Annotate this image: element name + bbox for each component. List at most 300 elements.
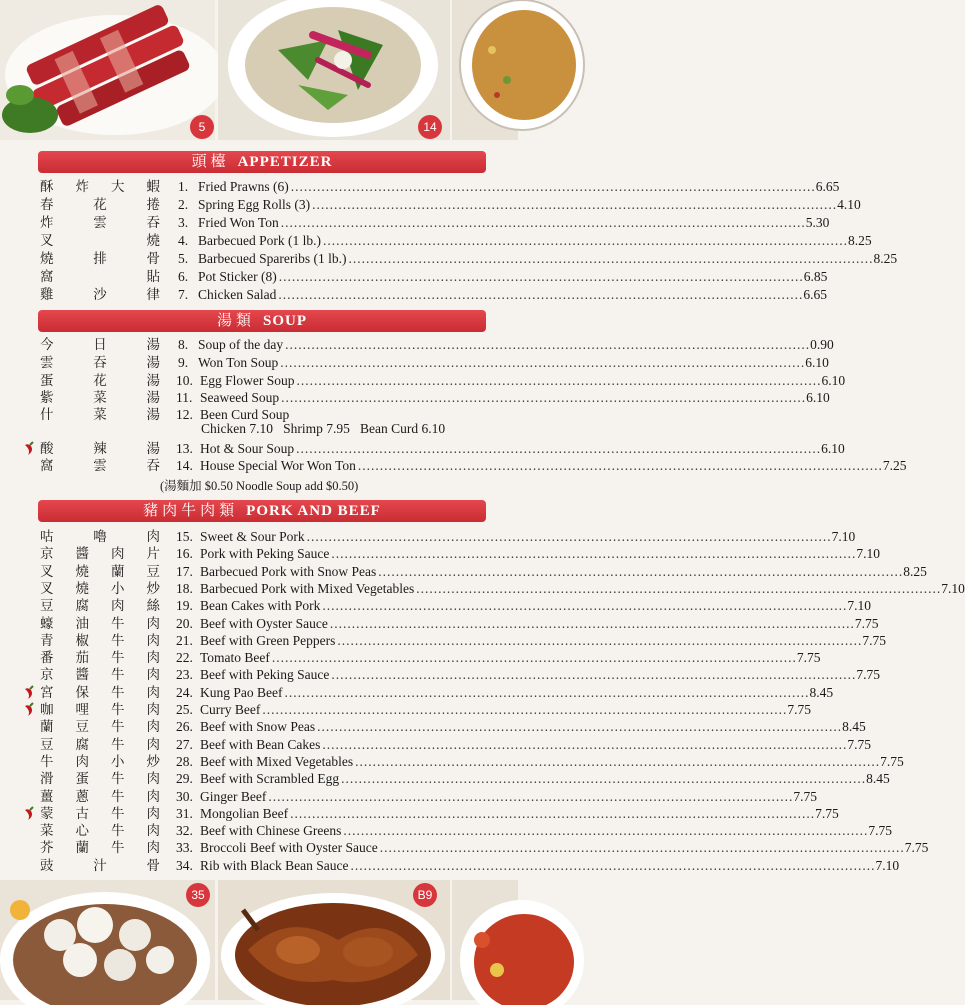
menu-item-price: 7.75 xyxy=(862,632,886,648)
barbecued-pork-image xyxy=(0,0,215,140)
dot-leader: ........................................................................................................................ xyxy=(322,598,848,614)
chinese-char: 酥 xyxy=(40,179,54,194)
chinese-char: 日 xyxy=(93,337,107,352)
dot-leader: ........................................................................................................................ xyxy=(296,373,822,388)
menu-item-price: 7.10 xyxy=(856,546,880,562)
menu-item-name: Rib with Black Bean Sauce xyxy=(200,857,349,873)
menu-item xyxy=(0,736,871,753)
menu-item-name: Tomato Beef xyxy=(200,650,270,666)
menu-item-number: 1. xyxy=(178,179,189,194)
chinese-char: 牛 xyxy=(111,650,125,666)
chinese-char: 炒 xyxy=(146,753,160,769)
menu-item-name: Barbecued Pork (1 lb.) xyxy=(198,233,321,248)
menu-item-number: 5. xyxy=(178,251,189,266)
dot-leader: ........................................................................................................................ xyxy=(278,287,804,302)
section-title-en: SOUP xyxy=(263,313,308,329)
section-banner-pork-beef xyxy=(38,500,486,522)
chinese-char: 牛 xyxy=(111,615,125,631)
menu-item-chinese-name xyxy=(40,615,160,632)
dot-leader: ........................................................................................................................ xyxy=(317,719,843,735)
photo-barbecued-pork xyxy=(0,0,215,140)
menu-item-number: 16. xyxy=(176,546,193,562)
menu-item xyxy=(0,563,927,580)
menu-item-number: 18. xyxy=(176,580,193,596)
chinese-char: 咕 xyxy=(40,529,54,544)
chinese-char: 湯 xyxy=(146,373,160,388)
menu-item xyxy=(0,372,846,389)
menu-item-chinese-name xyxy=(40,666,160,683)
chinese-char: 牛 xyxy=(111,719,125,735)
chinese-char: 肉 xyxy=(146,719,160,735)
chinese-char: 片 xyxy=(146,546,160,562)
menu-item-price: 7.10 xyxy=(941,580,965,596)
menu-item-price: 7.75 xyxy=(856,667,880,683)
menu-item xyxy=(0,214,830,231)
menu-item xyxy=(0,250,898,267)
chinese-char: 炒 xyxy=(146,580,160,596)
dot-leader: ........................................................................................................................ xyxy=(357,458,883,473)
menu-item xyxy=(0,389,830,406)
dot-leader: ........................................................................................................................ xyxy=(348,251,874,266)
menu-item-name: House Special Wor Won Ton xyxy=(200,458,356,473)
menu-item-number: 12. xyxy=(176,407,193,422)
chinese-char: 肉 xyxy=(146,684,160,700)
menu-item xyxy=(0,457,907,474)
menu-item-price: 6.10 xyxy=(805,355,829,370)
chinese-char: 小 xyxy=(111,753,125,769)
menu-item-price: 5.30 xyxy=(805,215,830,230)
menu-item-name: Beef with Green Peppers xyxy=(200,632,336,648)
menu-item-chinese-name xyxy=(40,822,160,839)
chinese-char: 肉 xyxy=(146,702,160,717)
chinese-char: 牛 xyxy=(40,753,54,769)
menu-item-number: 9. xyxy=(178,355,189,370)
menu-item-chinese-name xyxy=(40,545,160,562)
chinese-char: 牛 xyxy=(111,736,125,752)
menu-item-number: 27. xyxy=(176,736,193,752)
section-title-zh: 頭檯 xyxy=(191,154,230,170)
chinese-char: 律 xyxy=(146,287,160,302)
menu-item xyxy=(0,528,856,545)
dot-leader: ........................................................................................................................ xyxy=(262,702,788,717)
dot-leader: ........................................................................................................................ xyxy=(306,529,832,544)
chinese-char: 雲 xyxy=(93,215,107,230)
dot-leader: ........................................................................................................................ xyxy=(341,771,867,787)
menu-item-name: Bean Cakes with Pork xyxy=(200,598,321,614)
menu-item-number: 28. xyxy=(176,753,193,769)
chinese-char: 湯 xyxy=(146,407,160,422)
menu-item-number: 7. xyxy=(178,287,189,302)
menu-item xyxy=(0,753,904,770)
fried-rice-image xyxy=(452,0,518,140)
chinese-char: 叉 xyxy=(40,563,54,579)
menu-item-number: 4. xyxy=(178,233,189,248)
menu-item-chinese-name xyxy=(40,805,160,822)
menu-item-price: 6.65 xyxy=(803,287,827,302)
menu-item-chinese-name xyxy=(40,354,160,371)
menu-item-chinese-name xyxy=(40,372,160,389)
chinese-char: 豆 xyxy=(75,719,89,735)
chinese-char: 貼 xyxy=(146,269,160,284)
menu-item-price: 7.75 xyxy=(787,702,811,717)
menu-item-name: Barbecued Spareribs (1 lb.) xyxy=(198,251,347,266)
chinese-char: 炸 xyxy=(75,179,89,194)
chinese-char: 燒 xyxy=(40,251,54,266)
chinese-char: 花 xyxy=(93,373,107,388)
dot-leader: ........................................................................................................................ xyxy=(280,355,806,370)
menu-item-price: 7.75 xyxy=(854,615,879,631)
dot-leader: ........................................................................................................................ xyxy=(379,840,905,856)
menu-item-price: 6.10 xyxy=(821,441,845,456)
dot-leader: ........................................................................................................................ xyxy=(312,197,838,212)
chinese-char: 汁 xyxy=(93,857,107,873)
chinese-char: 青 xyxy=(40,632,54,648)
menu-item-name: Beef with Mixed Vegetables xyxy=(200,753,354,769)
dot-leader: ........................................................................................................................ xyxy=(296,441,822,456)
menu-item-name: Ginger Beef xyxy=(200,788,267,804)
menu-item-name: Fried Won Ton xyxy=(198,215,279,230)
chinese-char: 醬 xyxy=(75,667,89,683)
chinese-char: 肉 xyxy=(111,598,125,614)
menu-item-name: Spring Egg Rolls (3) xyxy=(198,197,311,212)
menu-item-number: 29. xyxy=(176,771,193,787)
chinese-char: 大 xyxy=(111,179,125,194)
chinese-char: 肉 xyxy=(146,736,160,752)
menu-item-chinese-name xyxy=(40,839,160,856)
menu-item-price: 0.90 xyxy=(810,337,834,352)
menu-item-price: 7.75 xyxy=(904,840,929,856)
chinese-char: 肉 xyxy=(75,753,89,769)
menu-item xyxy=(0,336,834,353)
menu-item-number: 23. xyxy=(176,667,193,683)
menu-item-price: 6.65 xyxy=(815,179,840,194)
photo-seaweed-soup xyxy=(218,0,450,140)
menu-item-chinese-name xyxy=(40,268,160,285)
soup-12-options: Chicken 7.10 Shrimp 7.95 Bean Curd 6.10 xyxy=(201,421,446,436)
chinese-char: 叉 xyxy=(40,233,54,248)
menu-item-price: 8.45 xyxy=(842,719,866,735)
dot-leader: ........................................................................................................................ xyxy=(416,580,942,596)
chinese-char: 吞 xyxy=(93,355,107,370)
menu-item-name: Broccoli Beef with Oyster Sauce xyxy=(200,840,378,856)
menu-item-name: Curry Beef xyxy=(200,702,261,717)
menu-item-chinese-name xyxy=(40,250,160,267)
photo-fried-rice xyxy=(452,0,518,140)
menu-item-chinese-name xyxy=(40,718,160,735)
dot-leader: ........................................................................................................................ xyxy=(284,684,810,700)
chinese-char: 牛 xyxy=(111,684,125,700)
menu-item-chinese-name xyxy=(40,736,160,753)
dot-leader: ........................................................................................................................ xyxy=(337,632,863,648)
menu-item-chinese-name xyxy=(40,684,160,701)
menu-item-price: 7.75 xyxy=(793,788,817,804)
menu-item-chinese-name xyxy=(40,788,160,805)
menu-item-name: Seaweed Soup xyxy=(200,390,280,405)
menu-item-price: 8.25 xyxy=(903,563,927,579)
dot-leader: ........................................................................................................................ xyxy=(343,823,869,839)
chinese-char: 肉 xyxy=(146,805,160,821)
chinese-char: 豆 xyxy=(40,598,54,614)
chinese-char: 菜 xyxy=(40,823,54,839)
menu-item-chinese-name xyxy=(40,857,160,874)
chinese-char: 肉 xyxy=(146,632,160,648)
chinese-char: 豆 xyxy=(40,736,54,752)
chinese-char: 吞 xyxy=(146,215,160,230)
chinese-char: 豉 xyxy=(40,857,54,873)
menu-item-chinese-name xyxy=(40,196,160,213)
menu-item-name: Sweet & Sour Pork xyxy=(200,529,305,544)
chinese-char: 牛 xyxy=(111,771,125,787)
menu-item-chinese-name xyxy=(40,232,160,249)
menu-item-name: Soup of the day xyxy=(198,337,284,352)
menu-item-chinese-name xyxy=(40,632,160,649)
menu-item-chinese-name xyxy=(40,286,160,303)
chinese-char: 骨 xyxy=(146,857,160,873)
menu-item-price: 6.10 xyxy=(806,390,830,405)
photo-number-badge: 14 xyxy=(418,115,442,139)
chinese-char: 肉 xyxy=(146,529,160,544)
chinese-char: 牛 xyxy=(111,702,125,717)
menu-item-price: 7.10 xyxy=(831,529,856,544)
menu-item-name: Pot Sticker (8) xyxy=(198,269,277,284)
chinese-char: 京 xyxy=(40,546,54,562)
menu-item xyxy=(0,178,840,195)
dot-leader: ........................................................................................................................ xyxy=(322,233,848,248)
dot-leader: ........................................................................................................................ xyxy=(271,650,797,666)
menu-item xyxy=(0,632,886,649)
menu-item-price: 7.25 xyxy=(882,458,907,473)
menu-item xyxy=(0,196,861,213)
menu-item-name: Kung Pao Beef xyxy=(200,684,283,700)
chinese-char: 菜 xyxy=(93,407,107,422)
menu-item-chinese-name xyxy=(40,563,160,580)
menu-item xyxy=(0,580,965,597)
menu-item-price: 8.45 xyxy=(866,771,890,787)
chinese-char: 保 xyxy=(75,684,89,700)
menu-item-chinese-name xyxy=(40,753,160,770)
chinese-char: 牛 xyxy=(111,788,125,804)
chinese-char: 湯 xyxy=(146,390,160,405)
menu-item-number: 15. xyxy=(176,529,193,544)
menu-item-name: Hot & Sour Soup xyxy=(200,441,295,456)
dot-leader: ........................................................................................................................ xyxy=(331,546,857,562)
menu-item-price: 8.25 xyxy=(873,251,898,266)
menu-item-chinese-name xyxy=(40,178,160,195)
chinese-char: 古 xyxy=(75,805,89,821)
chinese-char: 小 xyxy=(111,580,125,596)
menu-item-chinese-name xyxy=(40,528,160,545)
menu-item-name: Beef with Peking Sauce xyxy=(200,667,330,683)
menu-item-price: 7.75 xyxy=(815,805,839,821)
section-banner-soup xyxy=(38,310,486,332)
dot-leader: ........................................................................................................................ xyxy=(268,788,794,804)
menu-item-number: 8. xyxy=(178,337,189,352)
chinese-char: 蝦 xyxy=(146,179,160,194)
sweet-sour-dish-image xyxy=(452,880,518,1000)
menu-item xyxy=(0,666,880,683)
menu-item xyxy=(0,805,839,822)
seaweed-soup-image xyxy=(218,0,450,140)
dot-leader: ........................................................................................................................ xyxy=(329,615,855,631)
menu-item xyxy=(0,268,828,285)
menu-item-number: 11. xyxy=(176,390,193,405)
chinese-char: 絲 xyxy=(146,598,160,614)
chinese-char: 肉 xyxy=(146,788,160,804)
chinese-char: 宮 xyxy=(40,684,54,700)
chinese-char: 牛 xyxy=(111,667,125,683)
chinese-char: 肉 xyxy=(146,615,160,631)
chinese-char: 芥 xyxy=(40,840,54,856)
chinese-char: 湯 xyxy=(146,441,160,456)
chinese-char: 蘭 xyxy=(111,563,125,579)
chinese-char: 肉 xyxy=(146,771,160,787)
menu-item-chinese-name xyxy=(40,440,160,457)
menu-item-name: Beef with Chinese Greens xyxy=(200,823,342,839)
dot-leader: ........................................................................................................................ xyxy=(322,736,848,752)
menu-item-number: 34. xyxy=(176,857,193,873)
menu-item xyxy=(0,822,892,839)
chinese-char: 蔥 xyxy=(75,788,89,804)
menu-item xyxy=(0,684,834,701)
chinese-char: 肉 xyxy=(146,840,160,856)
menu-item-price: 7.75 xyxy=(880,753,904,769)
menu-item-name: Won Ton Soup xyxy=(198,355,279,370)
chinese-char: 湯 xyxy=(146,355,160,370)
menu-item-price: 6.10 xyxy=(821,373,846,388)
chinese-char: 骨 xyxy=(146,251,160,266)
chinese-char: 蘭 xyxy=(40,719,54,735)
section-banner-appetizer xyxy=(38,151,486,173)
menu-item-chinese-name xyxy=(40,770,160,787)
menu-item-name: Barbecued Pork with Snow Peas xyxy=(200,563,377,579)
chinese-char: 辣 xyxy=(93,441,107,456)
chinese-char: 茄 xyxy=(75,650,89,666)
menu-item-name: Been Curd Soup xyxy=(200,407,290,422)
section-title-en: APPETIZER xyxy=(237,154,333,170)
photo-number-badge: 5 xyxy=(190,115,214,139)
menu-item-name: Egg Flower Soup xyxy=(200,373,295,388)
chinese-char: 嚕 xyxy=(93,529,107,544)
menu-item xyxy=(0,701,811,718)
chinese-char: 牛 xyxy=(111,840,125,856)
section-title-en: PORK AND BEEF xyxy=(246,503,381,519)
menu-item-chinese-name xyxy=(40,580,160,597)
menu-item-chinese-name xyxy=(40,649,160,666)
chinese-char: 牛 xyxy=(111,823,125,839)
menu-item-number: 24. xyxy=(176,684,193,700)
chinese-char: 蘭 xyxy=(75,840,89,856)
menu-item xyxy=(0,788,817,805)
menu-item-number: 10. xyxy=(176,373,193,388)
menu-item-number: 13. xyxy=(176,441,193,456)
chinese-char: 什 xyxy=(40,407,54,422)
menu-item xyxy=(0,354,829,371)
chinese-char: 湯 xyxy=(146,337,160,352)
menu-item xyxy=(0,839,929,856)
menu-item-number: 32. xyxy=(176,823,193,839)
menu-item xyxy=(0,597,871,614)
chinese-char: 燒 xyxy=(75,580,89,596)
spicy-pepper-icon xyxy=(22,805,36,822)
menu-item xyxy=(0,545,880,562)
chinese-char: 酸 xyxy=(40,441,54,456)
dot-leader: ........................................................................................................................ xyxy=(281,390,807,405)
chinese-char: 薑 xyxy=(40,788,54,804)
chinese-char: 醬 xyxy=(75,546,89,562)
menu-item xyxy=(0,440,845,457)
chinese-char: 蠔 xyxy=(40,615,54,631)
chinese-char: 肉 xyxy=(146,667,160,683)
menu-item xyxy=(0,857,900,874)
menu-item-price: 8.25 xyxy=(847,233,872,248)
dot-leader: ........................................................................................................................ xyxy=(355,753,881,769)
menu-item-number: 3. xyxy=(178,215,189,230)
section-title-zh: 豬肉牛肉類 xyxy=(143,503,239,519)
dot-leader: ........................................................................................................................ xyxy=(290,179,816,194)
chinese-char: 捲 xyxy=(146,197,160,212)
dot-leader: ........................................................................................................................ xyxy=(278,269,804,284)
spicy-pepper-icon xyxy=(22,440,36,457)
chinese-char: 沙 xyxy=(93,287,107,302)
chinese-char: 窩 xyxy=(40,458,54,473)
chinese-char: 燒 xyxy=(146,233,160,248)
menu-item-number: 20. xyxy=(176,615,193,631)
menu-item-chinese-name xyxy=(40,597,160,614)
chinese-char: 燒 xyxy=(75,563,89,579)
chinese-char: 今 xyxy=(40,337,54,352)
section-title-zh: 湯類 xyxy=(216,313,255,329)
chinese-char: 紫 xyxy=(40,390,54,405)
chinese-char: 蛋 xyxy=(75,771,89,787)
photo-sweet-sour-pork xyxy=(0,880,215,1000)
menu-item-number: 26. xyxy=(176,719,193,735)
chinese-char: 滑 xyxy=(40,771,54,787)
menu-item-price: 8.45 xyxy=(809,684,834,700)
dot-leader: ........................................................................................................................ xyxy=(285,337,811,352)
menu-item-name: Beef with Bean Cakes xyxy=(200,736,321,752)
chinese-char: 肉 xyxy=(111,546,125,562)
menu-item xyxy=(0,232,872,249)
dot-leader: ........................................................................................................................ xyxy=(331,667,857,683)
photo-number-badge: 35 xyxy=(186,883,210,907)
chinese-char: 蒙 xyxy=(40,805,54,821)
chinese-char: 椒 xyxy=(75,632,89,648)
menu-item-number: 30. xyxy=(176,788,193,804)
chinese-char: 牛 xyxy=(111,632,125,648)
dot-leader: ........................................................................................................................ xyxy=(378,563,904,579)
dot-leader: ........................................................................................................................ xyxy=(290,805,816,821)
dot-leader: ........................................................................................................................ xyxy=(350,857,876,873)
menu-item-price: 7.75 xyxy=(868,823,892,839)
chinese-char: 心 xyxy=(75,823,89,839)
chinese-char: 雲 xyxy=(40,355,54,370)
chinese-char: 菜 xyxy=(93,390,107,405)
menu-item-name: Barbecued Pork with Mixed Vegetables xyxy=(200,580,415,596)
chinese-char: 京 xyxy=(40,667,54,683)
menu-item-name: Chicken Salad xyxy=(198,287,277,302)
chinese-char: 油 xyxy=(75,615,89,631)
chinese-char: 豆 xyxy=(146,563,160,579)
menu-item-chinese-name xyxy=(40,701,160,718)
spicy-pepper-icon xyxy=(22,684,36,701)
menu-item-chinese-name xyxy=(40,457,160,474)
chinese-char: 牛 xyxy=(111,805,125,821)
photo-roast-duck xyxy=(218,880,450,1000)
sweet-sour-pork-image xyxy=(0,880,215,1000)
menu-item-price: 7.10 xyxy=(847,598,871,614)
chinese-char: 叉 xyxy=(40,580,54,596)
menu-item-number: 22. xyxy=(176,650,193,666)
